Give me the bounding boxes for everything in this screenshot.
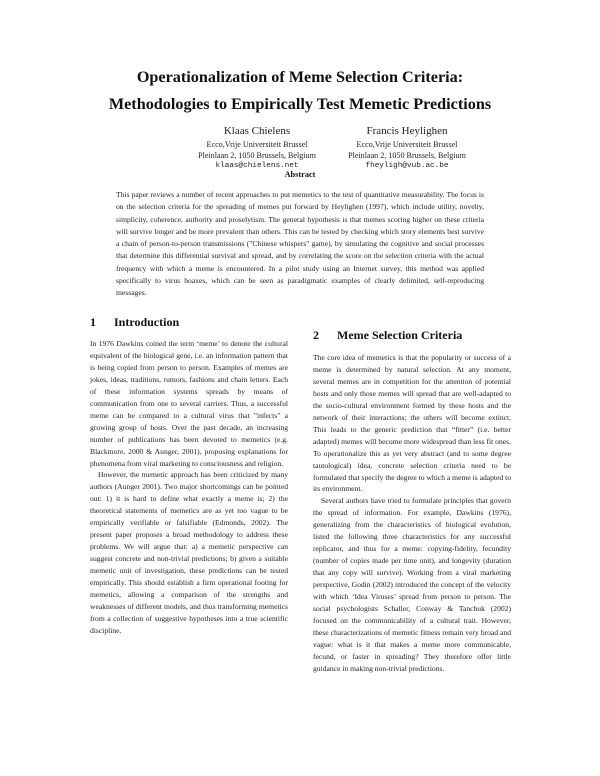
section-2-body (313, 352, 511, 675)
section-1-heading (90, 315, 179, 330)
author-address: Pleinlaan 2, 1050 Brussels, Belgium (198, 151, 316, 160)
title-line-2: Methodologies to Empirically Test Memetic Predictions (108, 95, 492, 113)
author-affiliation: Ecco,Vrije Universiteit Brussel (206, 140, 308, 149)
author-affiliation: Ecco,Vrije Universiteit Brussel (356, 140, 458, 149)
section-title: Meme Selection Criteria (337, 328, 463, 342)
section-2-heading (313, 328, 462, 343)
section-number: 2 (313, 328, 319, 342)
author-email[interactable]: klaas@chielens.net (215, 162, 299, 170)
abstract-heading: Abstract (284, 170, 316, 179)
paragraph: Several authors have tried to formulate principles that govern the spread of information. For example, Dawkins (1976), generalizing from the characteristics of biological evolution, listed the following three characteristics for any successful replicator, and thus for a meme: copying-fidelity, fecundity (number of copies made per time unit), and longevity (duration that any copy will survive). Working from a viral marketing perspective, Godin (2002) introduced the concept of the velocity with which ‘Idea Viruses’ spread from person to person. The social psychologists Schaller, Conway & Tanchuk (2002) focused on the communicability of a cultural trait. However, these characterizations of memetic fitness remain very broad and vague: what is it that makes a meme more communicable, fecund, or faster in spreading? They therefore offer little guidance in making non-trivial predictions. (313, 496, 511, 673)
author-address: Pleinlaan 2, 1050 Brussels, Belgium (348, 151, 466, 160)
paragraph: In 1976 Dawkins coined the term ‘meme’ to denote the cultural equivalent of the biological gene, i.e. an information pattern that is being copied from person to person. Examples of memes are jokes, ideas, traditions, rumors, fashions and chain letters. Each of these information systems spreads by means of communication from one to several carriers. Thus, a successful meme can be compared to a cultural virus that "infects" a growing group of hosts. Over the past decade, an increasing number of publications has been devoted to memetics (e.g. Blackmore, 2000 & Aunger, 2001), proposing explanations for phenomena from viral marketing to consciousness and religion. (90, 339, 288, 468)
paragraph: The core idea of memetics is that the popularity or success of a meme is determined by natural selection. At any moment, several memes are in competition for the attention of potential hosts and only those memes will spread that are well-adapted to the socio-cultural environment formed by these hosts and the network of their interactions; the others will become extinct. This leads to the generic prediction that “fitter” (i.e. better adapted) memes will become more widespread than less fit ones. To operationalize this as yet very abstract (and to some degree tautological) idea, concrete selection criteria need to be formulated that specify the degree to which a meme is adapted to its environment. (313, 353, 511, 494)
paper-title (60, 64, 540, 118)
author-name: Francis Heylighen (366, 125, 448, 137)
section-title: Introduction (114, 315, 180, 329)
abstract-text: This paper reviews a number of recent approaches to put memetics to the test of quantitative measurability. The focus is on the selection criteria for the spreading of memes put forward by Heylighen (1997), which include utility, novelty, simplicity, coherence, authority and proselytism. The general hypothesis is that memes scoring higher on these criteria will survive longer and be more prevalent than others. This can be tested by checking which story elements best survive a chain of person-to-person transmissions ("Chinese whispers" game), by simulating the cognitive and social processes that determine this differential survival and spread, and by correlating the score on the selection criteria with the actual frequency with which a meme is encountered. In a pilot study using an Internet survey, this method was applied specifically to virus hoaxes, which can be seen as paradigmatic examples of clearly delimited, self-reproducing messages. (116, 190, 484, 298)
author-name: Klaas Chielens (223, 125, 291, 137)
section-number: 1 (90, 315, 96, 329)
paragraph: However, the memetic approach has been criticized by many authors (Aunger 2001). Two major shortcomings can be pointed out: 1) it is hard to define what exactly a meme is; 2) the theoretical statements of memetics are as yet too vague to be empirically verifiable or falsifiable (Edmonds, 2002). The present paper proposes a broad methodology to address these problems. We will argue that: a) a memetic perspective can suggest concrete and non-trivial predictions; b) given a suitable memetic unit of investigation, these predictions can be tested empirically. This should establish a firm operational footing for memetics, allowing a comparison of the strengths and weaknesses of different models, and thus transforming memetics from a collection of suggestive hypotheses into a true scientific discipline. (90, 470, 288, 635)
title-line-1: Operationalization of Meme Selection Criteria: (136, 68, 464, 86)
section-1-body (90, 338, 288, 637)
author-2 (312, 125, 502, 172)
author-email[interactable]: fheyligh@vub.ac.be (365, 162, 449, 170)
